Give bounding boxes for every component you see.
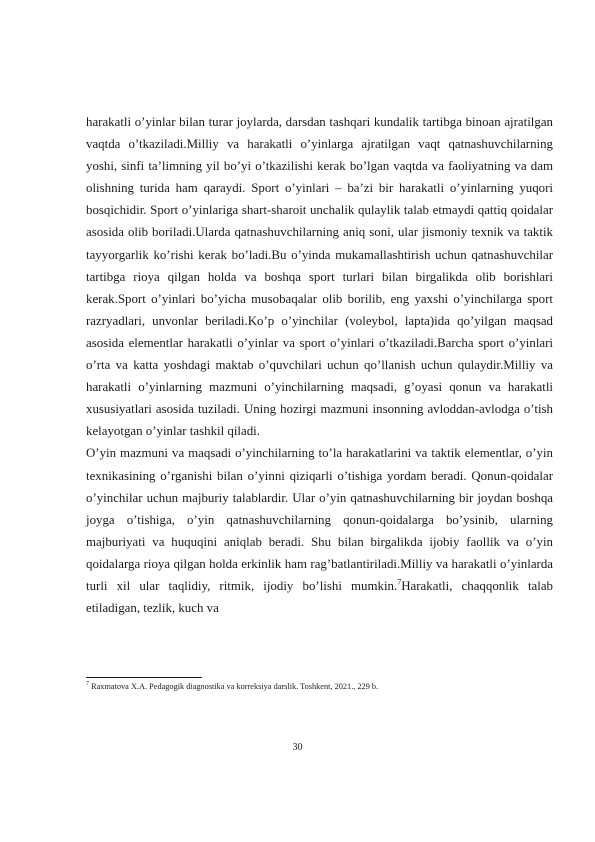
page-body xyxy=(86,111,553,619)
paragraph-2 xyxy=(86,442,553,619)
paragraph-2-text: O’yin mazmuni va maqsadi o’yinchilarning to’la harakatlarini va taktik elementlar, o’yin texnikasining o’rganishi bilan o’yinni qiziqarli o’tishiga yordam beradi. Qonun-qoidalar o’yinchilar uchun majburiy talablardir. Ular o’yin qatnashuvchilarning bir joydan boshqa joyga o’tishiga, o’yin qatnashuvchilarning qonun-qoidalarga bo’ysinib, ularning majburiyati va huquqini aniqlab beradi. Shu bilan birgalikda ijobiy faollik va o’yin qoidalarga rioya qilgan holda erkinlik ham rag’batlantiriladi.Milliy va harakatli o’yinlarda turli xil ular taqlidiy, ritmik, ijodiy bo’lishi mumkin. xyxy=(86,446,553,593)
footnote-reference[interactable]: 7 xyxy=(397,577,402,587)
footnote xyxy=(86,681,553,692)
paragraph-1 xyxy=(86,111,553,442)
paragraph-2-continuation: Harakatli, chaqqonlik talab etiladigan, tezlik, kuch va xyxy=(86,578,554,616)
page-number: 30 xyxy=(292,742,303,753)
footnote-text: Raxmatova X.A. Pedagogik diagnostika va korreksiya darslik. Toshkent, 2021., 229 b. xyxy=(91,682,379,691)
footnote-number: 7 xyxy=(86,681,89,688)
footnote-divider xyxy=(86,677,202,678)
paragraph-1-text: harakatli o’yinlar bilan turar joylarda, darsdan tashqari kundalik tartibga binoan ajratilgan vaqtda o’tkaziladi.Milliy va harakatli o’yinlarga ajratilgan vaqt qatnashuvchilarning yoshi, sinfi ta’limning yil bo’yi o’tkazilishi kerak bo’lgan vaqtda va faoliyatning va dam olishning turida ham qaraydi. Sport o’yinlari – ba’zi bir harakatli o’yinlarning yuqori bosqichidir. Sport o’yinlariga shart-sharoit unchalik qulaylik talab etmaydi qattiq qoidalar asosida olib boriladi.Ularda qatnashuvchilarning aniq soni, ular jismoniy texnik va taktik tayyorgarlik ko’rishi kerak bo’ladi.Bu o’yinda mukamallashtirish uchun qatnashuvchilar tartibga rioya qilgan holda va boshqa sport turlari bilan birgalikda olib borishlari kerak.Sport o’yinlari bo’yicha musobaqalar olib borilib, eng yaxshi o’yinchilarga sport razryadlari, unvonlar beriladi.Ko’p o’yinchilar (voleybol, lapta)ida qo’yilgan maqsad asosida elementlar harakatli o’yinlar va sport o’yinlari o’tkaziladi.Barcha sport o’yinlari o’rta va katta yoshdagi maktab o’quvchilari uchun qo’llanish uchun qulaydir.Milliy va harakatli o’yinlarning mazmuni o’yinchilarning maqsadi, g’oyasi qonun va harakatli xususiyatlari asosida tuziladi. Uning hozirgi mazmuni insonning avloddan-avlodga o’tish kelayotgan o’yinlar tashkil qiladi. xyxy=(86,115,553,439)
